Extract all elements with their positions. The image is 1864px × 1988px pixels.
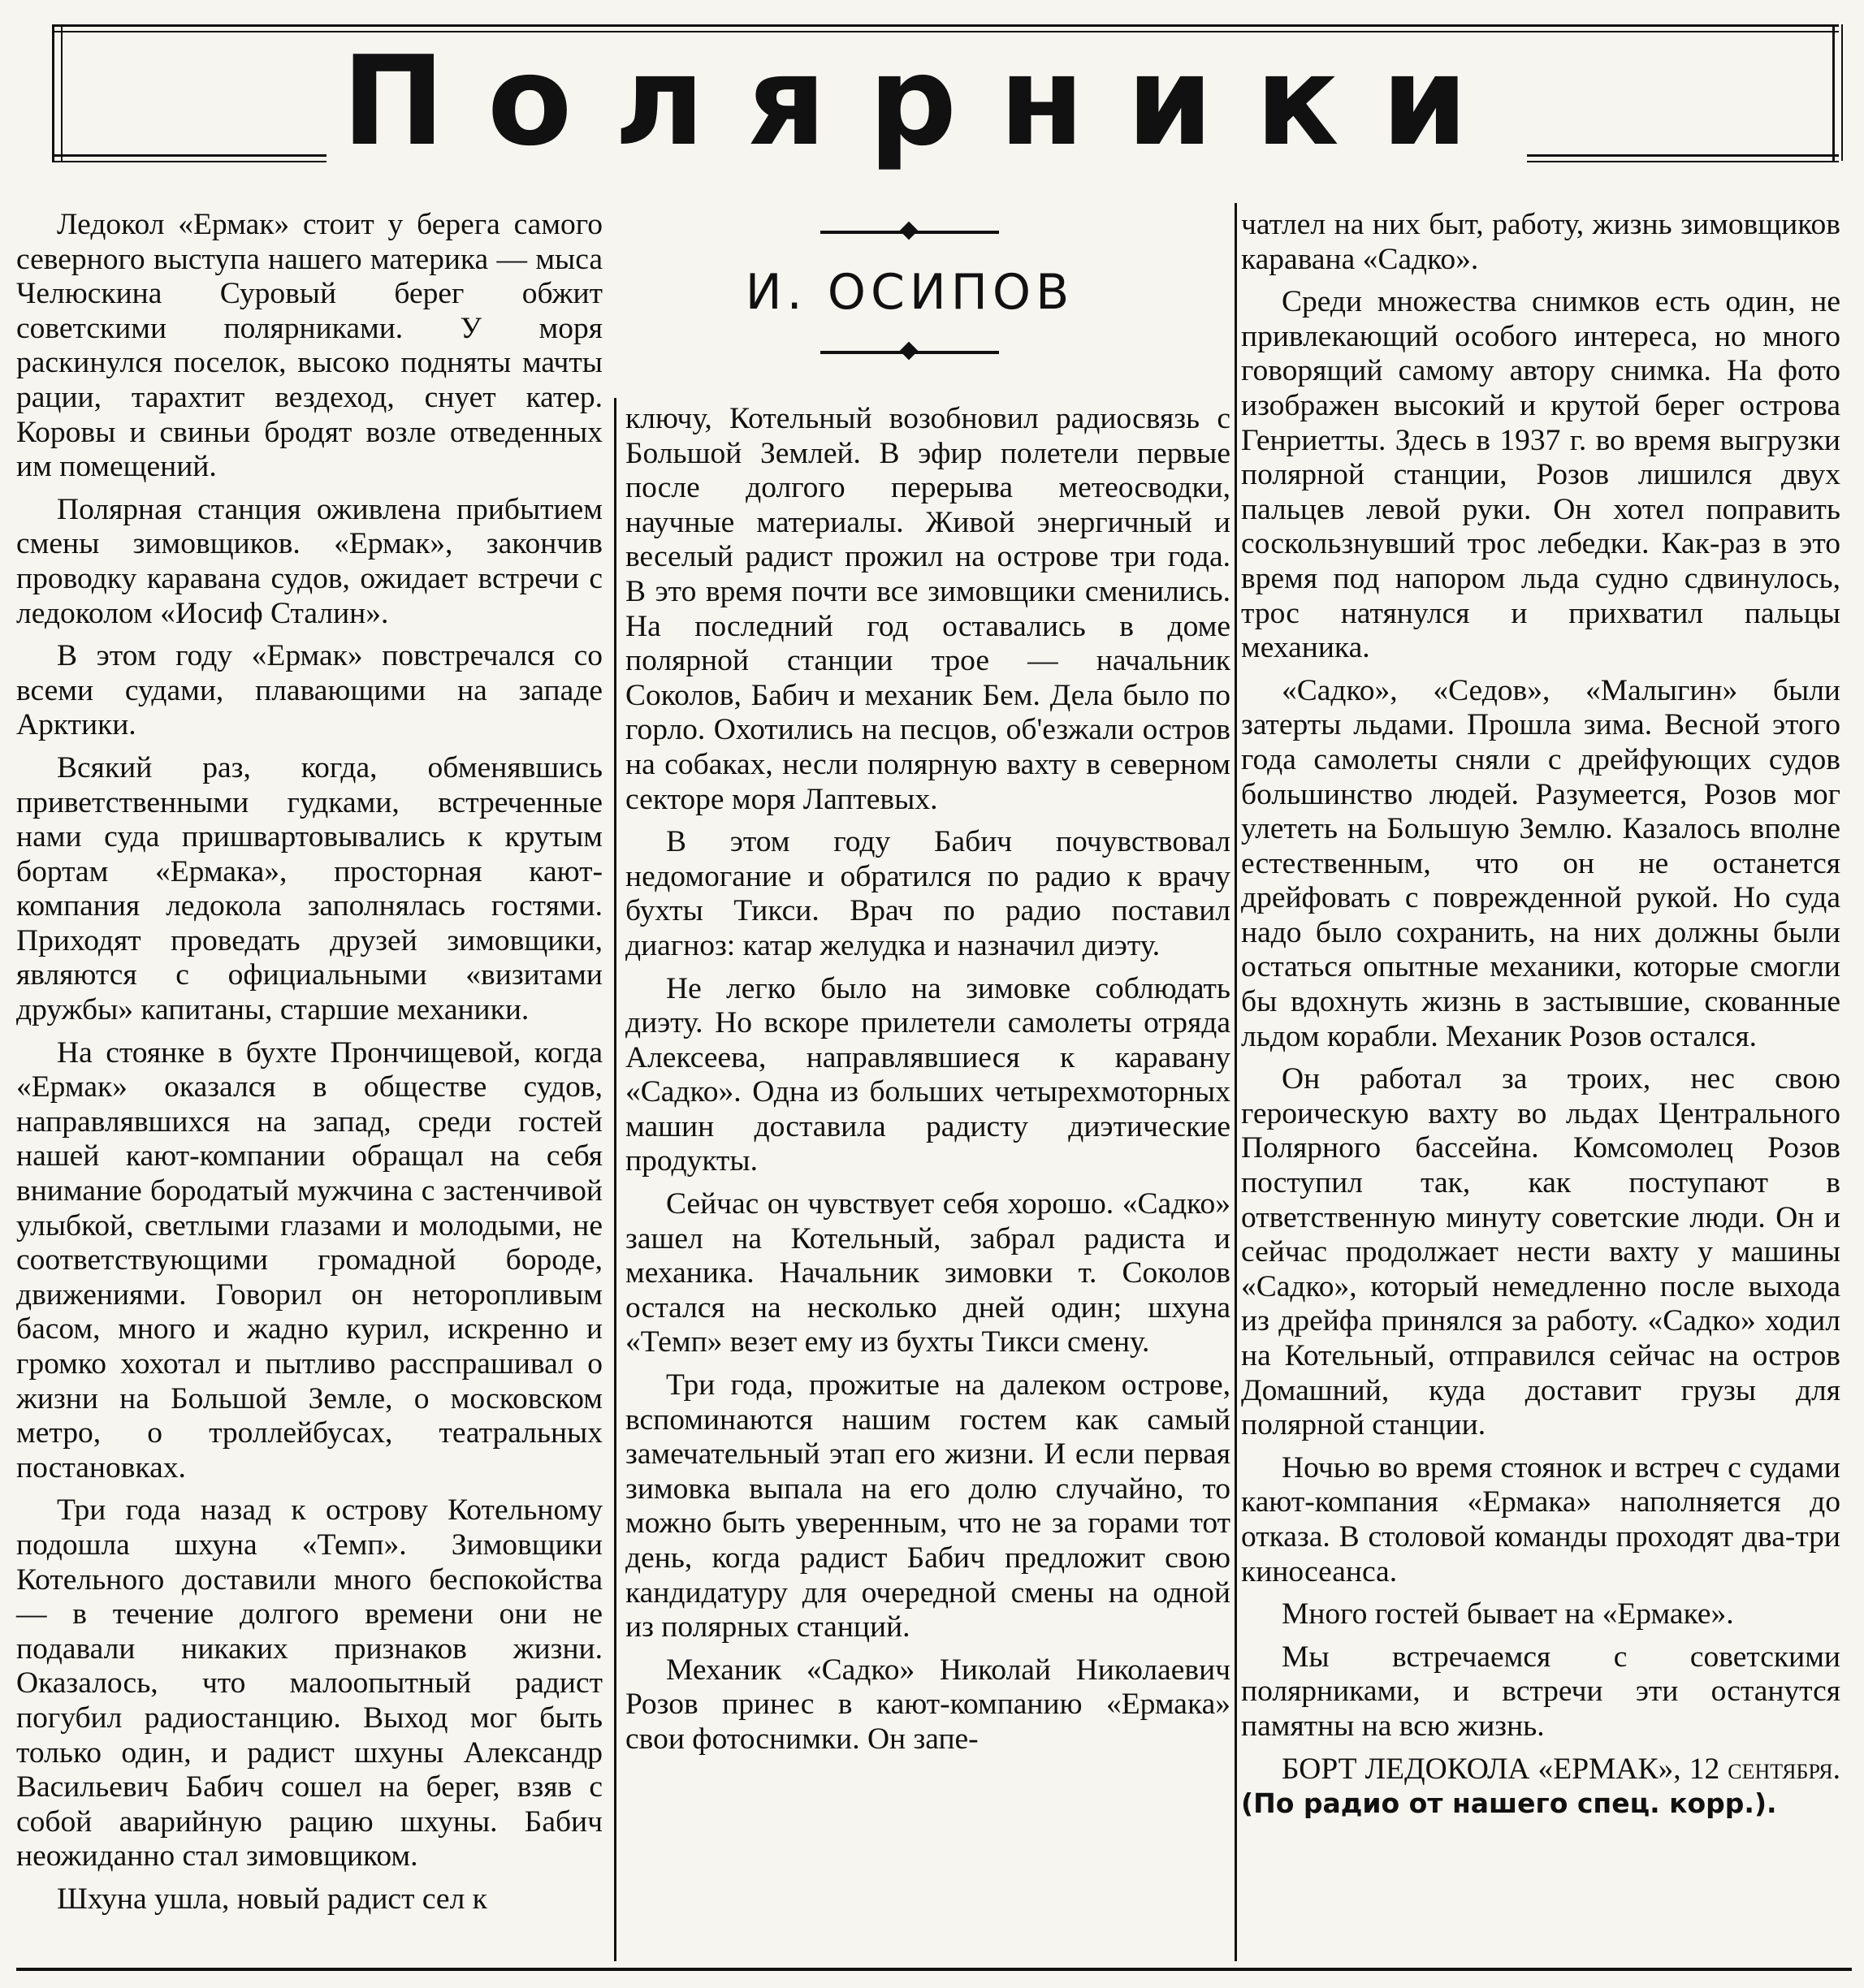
headline: Полярники xyxy=(341,29,1511,173)
paragraph: Три года назад к острову Котельному подошла шхуна «Темп». Зимовщики Котельного доставили много беспокойства — в течение долгого времени они не подавали никаких признаков жизни. Оказалось, что малоопытный радист погубил радиостанцию. Выход мог быть только один, и радист шхуны Александр Васильевич Бабич сошел на берег, взяв с собой аварийную рацию шхуны. Бабич неожиданно стал зимовщиком. xyxy=(16,1493,603,1873)
paragraph: ключу, Котельный возобновил радиосвязь с Большой Землей. В эфир полетели первые после долгого перерыва метеосводки, научные материалы. Живой энергичный и веселый радист прожил на острове три года. В это время почти все зимовщики сменились. На последний год оставались в доме полярной станции трое — начальник Соколов, Бабич и механик Бем. Дела было по горло. Охотились на песцов, об'езжали остров на собаках, несли полярную вахту в северном секторе моря Лаптевых. xyxy=(625,402,1230,816)
paragraph: Не легко было на зимовке соблюдать диэту. Но вскоре прилетели самолеты отряда Алексеева, направлявшиеся к каравану «Садко». Одна из больших четырехмоторных машин доставила радисту диэтические продукты. xyxy=(625,971,1230,1178)
byline-block xyxy=(634,213,1186,367)
paragraph: Среди множества снимков есть один, не привлекающий особого интереса, но много говорящий самому автору снимка. На фото изображен высокий и крутой берег острова Генриетты. Здесь в 1937 г. во время выгрузки полярной станции, Розов лишился двух пальцев левой руки. Он хотел поправить соскользнувший трос лебедки. Как-раз в это время под напором льда судно сдвинулось, трос натянулся и прихватил пальцы механика. xyxy=(1241,285,1840,665)
masthead-rule-left xyxy=(52,154,327,157)
column-rule-right xyxy=(1235,203,1237,1961)
masthead-rule-right xyxy=(1527,154,1839,157)
paragraph: В этом году Бабич почувствовал недомогание и обратился по радио к врачу бухты Тикси. Врач по радио поставил диагноз: катар желудка и назначил диэту. xyxy=(625,825,1230,962)
column-rule-left xyxy=(614,398,616,1961)
paragraph: Шхуна ушла, новый радист сел к xyxy=(57,1882,487,1916)
column-2 xyxy=(625,402,1230,1757)
ornament-divider-top xyxy=(820,231,999,234)
paragraph: На стоянке в бухте Прончищевой, когда «Ермак» оказался в обществе судов, направлявшихся на запад, среди гостей нашей кают-компании обращал на себя внимание бородатый мужчина с застенчивой улыбкой, светлыми глазами и молодыми, не соответствующими громадной бороде, движениями. Говорил он неторопливым басом, много и жадно курил, искренно и громко хохотал и пытливо расспрашивал о жизни на Большой Земле, о московском метро, о троллейбусах, театральных постановках. xyxy=(16,1035,603,1485)
correspondent-credit: (По радио от нашего спец. корр.). xyxy=(1241,1787,1777,1820)
paragraph: Механик «Садко» Николай Николаевич Розов принес в кают-компанию «Ермака» свои фотоснимки. Он запе- xyxy=(625,1653,1230,1756)
paragraph: Много гостей бывает на «Ермаке». xyxy=(1282,1597,1734,1631)
paragraph: «Садко», «Седов», «Малыгин» были затерты льдами. Прошла зима. Весной этого года самолеты сняли с дрейфующих судов большинство людей. Разумеется, Розов мог улететь на Большую Землю. Казалось вполне естественным, что он не останется дрейфовать с поврежденной рукой. Но суда надо было сохранить, на них должны были остаться опытные механики, которые смогли бы вдохнуть жизнь в застывшие, скованные льдом корабли. Механик Розов остался. xyxy=(1241,673,1840,1053)
paragraph: Полярная станция оживлена прибытием смены зимовщиков. «Ермак», закончив проводку каравана судов, ожидает встречи с ледоколом «Иосиф Сталин». xyxy=(16,492,603,630)
author-byline: И. ОСИПОВ xyxy=(745,264,1075,321)
column-1 xyxy=(16,208,603,1917)
paragraph: Он работал за троих, нес свою героическую вахту во льдах Центрального Полярного бассейна. Комсомолец Розов поступил так, как поступают в ответственную минуту советские люди. Он и сейчас продолжает нести вахту у машины «Садко», который немедленно после выхода из дрейфа принялся за работу. «Садко» ходил на Котельный, отправился сейчас на остров Домашний, куда доставит грузы для полярной станции. xyxy=(1241,1062,1840,1442)
column-3 xyxy=(1241,208,1840,1822)
paragraph: Ночью во время стоянок и встреч с судами кают-компания «Ермака» наполняется до отказа. В столовой команды проходят два-три киносеанса. xyxy=(1241,1450,1840,1588)
paragraph: Сейчас он чувствует себя хорошо. «Садко» зашел на Котельный, забрал радиста и механика. Начальник зимовки т. Соколов остался на несколько дней один; шхуна «Темп» везет ему из бухты Тикси смену. xyxy=(625,1187,1230,1359)
masthead-frame-right xyxy=(1832,24,1843,161)
dateline-paragraph xyxy=(1241,1752,1840,1822)
masthead-frame-top xyxy=(52,24,1839,27)
masthead-frame-left xyxy=(52,24,63,161)
bottom-rule xyxy=(16,1968,1852,1971)
paragraph: Три года, прожитые на далеком острове, вспоминаются нашим гостем как самый замечательный этап его жизни. И если первая зимовка выпала на его долю случайно, то можно быть уверенным, что не за горами тот день, когда радист Бабич предложит свою кандидатуру для очередной смены на одной из полярных станций. xyxy=(625,1368,1230,1644)
paragraph: чатлел на них быт, работу, жизнь зимовщиков каравана «Садко». xyxy=(1241,208,1840,276)
paragraph: Ледокол «Ермак» стоит у берега самого северного выступа нашего материка — мыса Челюскина Суровый берег обжит советскими полярниками. У моря раскинулся поселок, высоко подняты мачты рации, тарахтит вездеход, снует катер. Коровы и свиньи бродят возле отведенных им помещений. xyxy=(16,208,603,484)
ornament-divider-bottom xyxy=(820,351,999,354)
dateline: БОРТ ЛЕДОКОЛА «ЕРМАК», 12 сентября. xyxy=(1282,1752,1840,1786)
paragraph: Всякий раз, когда, обменявшись приветственными гудками, встреченные нами суда пришвартовывались к крутым бортам «Ермака», просторная кают-компания ледокола заполнялась гостями. Приходят проведать друзей зимовщики, являются с официальными «визитами дружбы» капитаны, старшие механики. xyxy=(16,750,603,1027)
paragraph: Мы встречаемся с советскими полярниками, и встречи эти останутся памятны на всю жизнь. xyxy=(1241,1640,1840,1743)
paragraph: В этом году «Ермак» повстречался со всеми судами, плавающими на западе Арктики. xyxy=(16,639,603,742)
